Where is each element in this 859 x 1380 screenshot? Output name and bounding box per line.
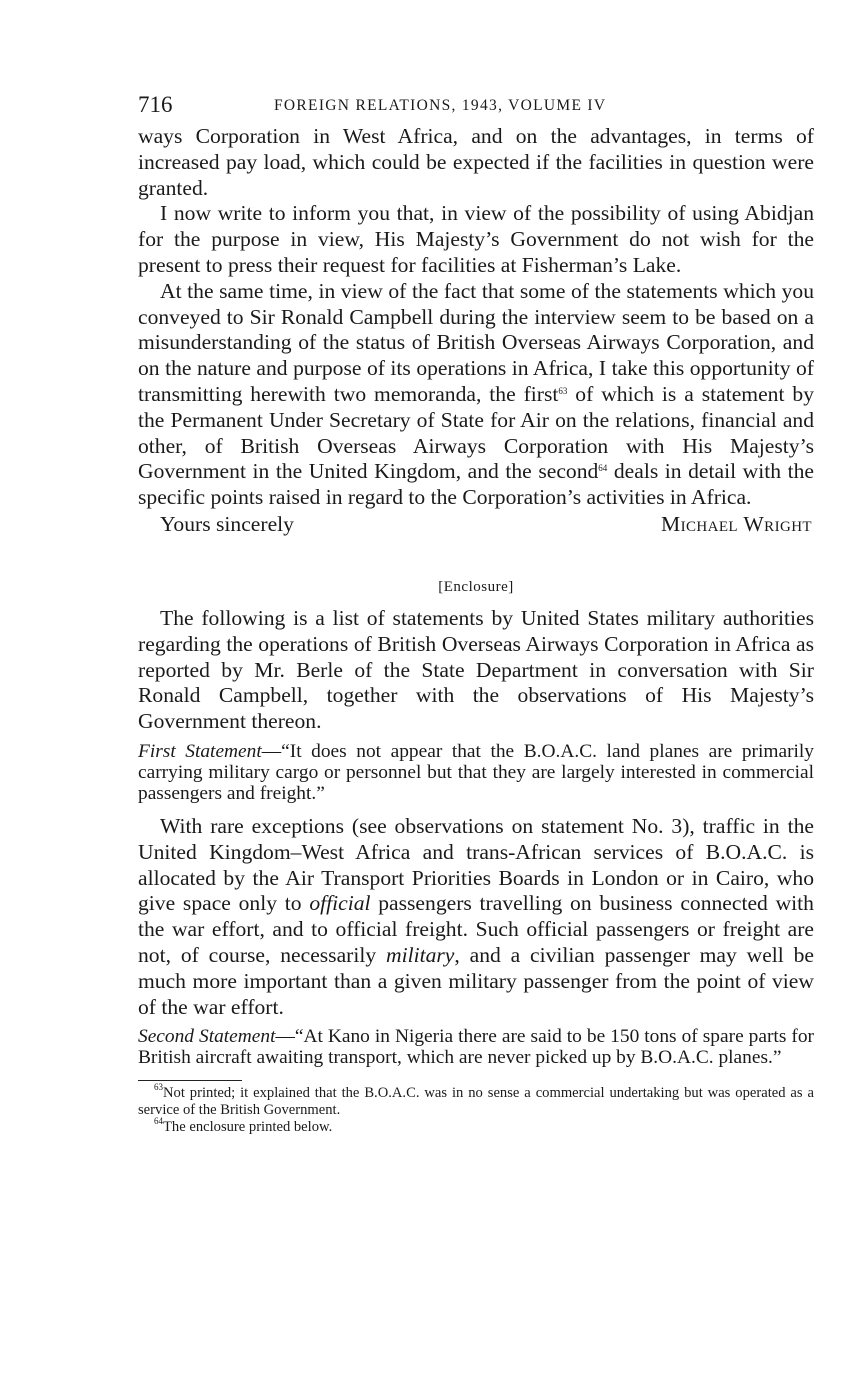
footnote-63-text: Not printed; it explained that the B.O.A.C. was in no sense a commercial undertaking but was operated as a service of the British Government. bbox=[138, 1085, 814, 1119]
footnote-63 bbox=[138, 1082, 814, 1119]
footnote-64 bbox=[138, 1116, 814, 1136]
first-statement bbox=[138, 741, 814, 804]
letter-paragraph-2: I now write to inform you that, in view of the possibility of using Abidjan for the purpose in view, His Majesty’s Government do not wish for the present to press their request for facilities at Fisherman’s Lake. bbox=[138, 201, 814, 277]
running-title: FOREIGN RELATIONS, 1943, VOLUME IV bbox=[274, 97, 607, 114]
document-page bbox=[138, 90, 814, 1136]
footnote-64-text: The enclosure printed below. bbox=[163, 1119, 333, 1136]
page-header bbox=[138, 90, 814, 124]
signer-name: Michael Wright bbox=[660, 511, 812, 536]
observation-1-part-a: With rare exceptions (see observations on statement No. 3), traffic in the United Kingdom–West Africa and trans-African services of B.O.A.C. is allocated by the Air Transport Priorities Boards in London or in Cairo, who give space only to bbox=[138, 813, 814, 916]
letter-paragraph-3-part-c: deals in detail with the specific points raised in regard to the Corporation’s activities in Africa. bbox=[138, 459, 814, 510]
enclosure-intro: The following is a list of statements by United States military authorities regarding the operations of British Overseas Airways Corporation in Africa as reported by Mr. Berle of the State Department in conversation with Sir Ronald Campbell, together with the observations of His Majesty’s Government thereon. bbox=[138, 605, 814, 734]
footnote-ref-64[interactable]: 64 bbox=[598, 463, 608, 474]
footnote-ref-63[interactable]: 63 bbox=[558, 385, 568, 396]
letter-paragraph-3 bbox=[138, 279, 814, 511]
footnote-64-mark: 64 bbox=[154, 1116, 163, 1127]
closing-salutation: Yours sincerely bbox=[160, 511, 294, 536]
first-statement-text: —“It does not appear that the B.O.A.C. land planes are primarily carrying military cargo or personnel but that they are largely interested in commercial passengers and freight.” bbox=[138, 740, 814, 804]
observation-1 bbox=[138, 814, 814, 1020]
observation-1-part-c: , and a civilian passenger may well be much more important than a given military passenger from the point of view of the war effort. bbox=[138, 942, 814, 1019]
letter-body bbox=[138, 124, 814, 511]
observation-1-official: official bbox=[309, 891, 371, 916]
footnote-63-mark: 63 bbox=[154, 1082, 163, 1093]
footnotes bbox=[138, 1082, 814, 1136]
observation-1-military: military bbox=[385, 942, 455, 967]
enclosure-heading: [Enclosure] bbox=[438, 578, 514, 595]
second-statement-label: Second Statement bbox=[138, 1026, 276, 1048]
letter-paragraph-3-part-a: At the same time, in view of the fact that some of the statements which you conveyed to Sir Ronald Campbell during the interview seem to be based on a misunderstanding of the status of British Overseas Airways Corporation, and on the nature and purpose of its operations in Africa, I take this opportunity of transmitting herewith two memoranda, the first bbox=[138, 278, 814, 406]
letter-paragraph-3-part-b: of which is a statement by the Permanent Under Secretary of State for Air on the relations, financial and other, of British Overseas Airways Corporation with His Majesty’s Government in the United Kingdom, and the second bbox=[138, 381, 814, 484]
enclosure-intro-block bbox=[138, 606, 814, 735]
second-statement-text: —“At Kano in Nigeria there are said to be 150 tons of spare parts for British aircraft awaiting transport, which are never picked up by B.O.A.C. planes.” bbox=[138, 1026, 814, 1069]
second-statement bbox=[138, 1026, 814, 1068]
first-statement-label: First Statement bbox=[138, 740, 262, 762]
observation-1-part-b: passengers travelling on business connected with the war effort, and to official freight. Such official passengers or freight are not, of course, necessarily bbox=[138, 891, 814, 967]
signoff bbox=[138, 511, 814, 537]
footnote-divider bbox=[138, 1080, 242, 1081]
page-number: 716 bbox=[138, 92, 173, 117]
letter-paragraph-1: ways Corporation in West Africa, and on the advantages, in terms of increased pay load, which could be expected if the facilities in question were granted. bbox=[138, 124, 814, 200]
spacer bbox=[138, 804, 814, 814]
observation-block bbox=[138, 814, 814, 1020]
